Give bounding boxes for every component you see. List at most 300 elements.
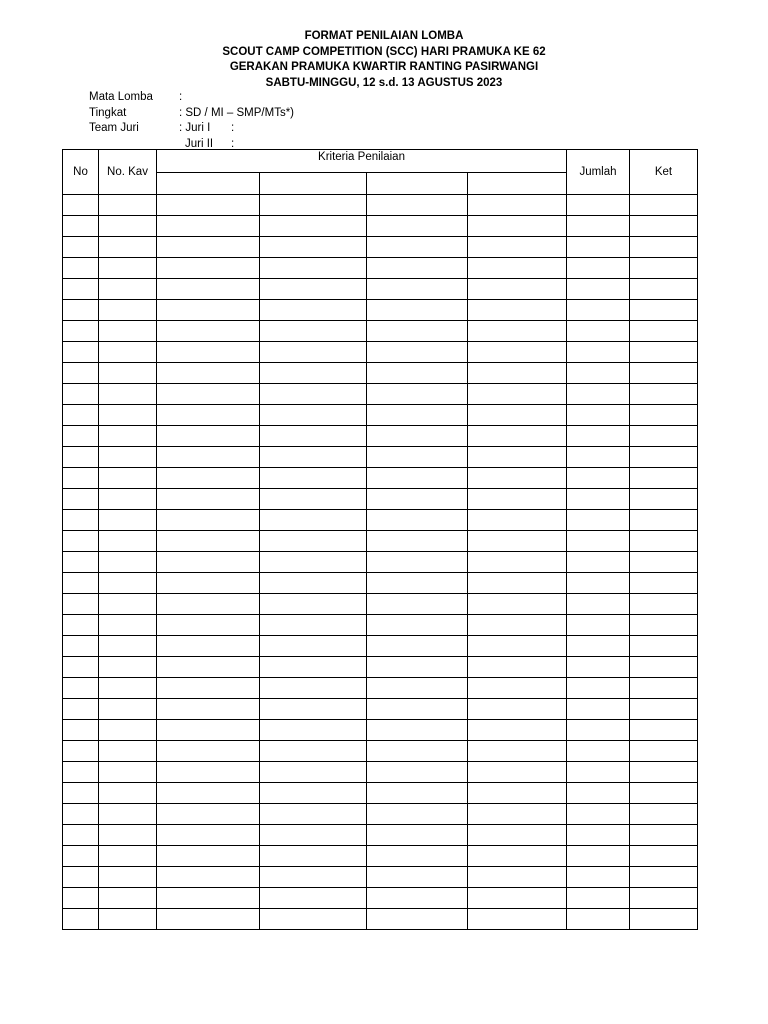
table-cell[interactable]: [367, 321, 468, 342]
table-cell[interactable]: [99, 321, 157, 342]
table-cell[interactable]: [367, 699, 468, 720]
table-cell[interactable]: [630, 825, 698, 846]
table-cell[interactable]: [63, 678, 99, 699]
table-cell[interactable]: [99, 825, 157, 846]
table-cell[interactable]: [468, 573, 567, 594]
table-cell[interactable]: [468, 867, 567, 888]
table-cell[interactable]: [468, 720, 567, 741]
table-cell[interactable]: [367, 300, 468, 321]
table-cell[interactable]: [630, 447, 698, 468]
table-cell[interactable]: [260, 594, 367, 615]
table-cell[interactable]: [157, 342, 260, 363]
table-cell[interactable]: [468, 447, 567, 468]
table-cell[interactable]: [468, 846, 567, 867]
table-cell[interactable]: [99, 804, 157, 825]
table-cell[interactable]: [468, 237, 567, 258]
table-cell[interactable]: [367, 804, 468, 825]
kriteria-sub-2[interactable]: [260, 173, 367, 195]
col-jumlah-header: Jumlah: [567, 150, 630, 195]
table-cell[interactable]: [468, 909, 567, 930]
table-cell[interactable]: [567, 867, 630, 888]
table-cell[interactable]: [468, 699, 567, 720]
table-cell[interactable]: [630, 615, 698, 636]
table-cell[interactable]: [468, 762, 567, 783]
table-cell[interactable]: [260, 510, 367, 531]
table-cell[interactable]: [63, 636, 99, 657]
table-cell[interactable]: [260, 657, 367, 678]
table-cell[interactable]: [367, 594, 468, 615]
table-cell[interactable]: [567, 573, 630, 594]
table-cell[interactable]: [367, 678, 468, 699]
table-cell[interactable]: [63, 426, 99, 447]
table-cell[interactable]: [260, 846, 367, 867]
table-cell[interactable]: [99, 342, 157, 363]
table-cell[interactable]: [99, 237, 157, 258]
table-cell[interactable]: [260, 258, 367, 279]
table-cell[interactable]: [99, 405, 157, 426]
table-cell[interactable]: [367, 825, 468, 846]
kriteria-sub-1[interactable]: [157, 173, 260, 195]
table-cell[interactable]: [367, 195, 468, 216]
table-cell[interactable]: [630, 552, 698, 573]
table-cell[interactable]: [63, 594, 99, 615]
table-cell[interactable]: [157, 825, 260, 846]
table-cell[interactable]: [63, 258, 99, 279]
table-cell[interactable]: [63, 846, 99, 867]
table-cell[interactable]: [157, 489, 260, 510]
table-cell[interactable]: [260, 300, 367, 321]
table-cell[interactable]: [260, 468, 367, 489]
table-cell[interactable]: [63, 510, 99, 531]
table-cell[interactable]: [63, 342, 99, 363]
table-cell[interactable]: [630, 720, 698, 741]
table-cell[interactable]: [567, 216, 630, 237]
table-cell[interactable]: [260, 741, 367, 762]
table-cell[interactable]: [260, 720, 367, 741]
table-cell[interactable]: [567, 426, 630, 447]
table-cell[interactable]: [157, 405, 260, 426]
table-cell[interactable]: [468, 825, 567, 846]
table-cell[interactable]: [157, 447, 260, 468]
table-cell[interactable]: [367, 615, 468, 636]
table-cell[interactable]: [99, 489, 157, 510]
table-cell[interactable]: [157, 783, 260, 804]
table-cell[interactable]: [260, 363, 367, 384]
table-cell[interactable]: [157, 363, 260, 384]
table-cell[interactable]: [157, 384, 260, 405]
table-cell[interactable]: [63, 447, 99, 468]
table-cell[interactable]: [630, 804, 698, 825]
table-cell[interactable]: [157, 615, 260, 636]
table-cell[interactable]: [567, 237, 630, 258]
table-cell[interactable]: [630, 300, 698, 321]
table-cell[interactable]: [468, 510, 567, 531]
kriteria-sub-4[interactable]: [468, 173, 567, 195]
table-cell[interactable]: [468, 321, 567, 342]
table-cell[interactable]: [468, 405, 567, 426]
table-cell[interactable]: [63, 468, 99, 489]
table-cell[interactable]: [468, 258, 567, 279]
table-cell[interactable]: [630, 342, 698, 363]
table-cell[interactable]: [63, 741, 99, 762]
juri1-value: :: [231, 122, 235, 134]
table-cell[interactable]: [99, 573, 157, 594]
table-cell[interactable]: [260, 888, 367, 909]
table-cell[interactable]: [468, 489, 567, 510]
table-cell[interactable]: [63, 720, 99, 741]
table-cell[interactable]: [157, 468, 260, 489]
table-cell[interactable]: [630, 426, 698, 447]
table-cell[interactable]: [63, 321, 99, 342]
table-cell[interactable]: [63, 489, 99, 510]
table-cell[interactable]: [99, 783, 157, 804]
table-cell[interactable]: [567, 699, 630, 720]
table-cell[interactable]: [260, 237, 367, 258]
table-cell[interactable]: [567, 468, 630, 489]
table-cell[interactable]: [468, 468, 567, 489]
table-cell[interactable]: [99, 720, 157, 741]
table-cell[interactable]: [468, 804, 567, 825]
table-cell[interactable]: [630, 909, 698, 930]
table-cell[interactable]: [630, 489, 698, 510]
table-cell[interactable]: [157, 636, 260, 657]
table-cell[interactable]: [260, 636, 367, 657]
table-cell[interactable]: [630, 573, 698, 594]
table-cell[interactable]: [157, 573, 260, 594]
table-cell[interactable]: [63, 363, 99, 384]
kriteria-sub-3[interactable]: [367, 173, 468, 195]
col-ket-header: Ket: [630, 150, 698, 195]
table-cell[interactable]: [367, 531, 468, 552]
table-cell[interactable]: [63, 384, 99, 405]
table-cell[interactable]: [63, 888, 99, 909]
table-cell[interactable]: [99, 447, 157, 468]
table-cell[interactable]: [567, 804, 630, 825]
table-cell[interactable]: [468, 216, 567, 237]
col-kriteria-header: Kriteria Penilaian: [157, 150, 567, 173]
table-cell[interactable]: [63, 783, 99, 804]
table-cell[interactable]: [630, 384, 698, 405]
table-cell[interactable]: [468, 552, 567, 573]
table-cell[interactable]: [567, 321, 630, 342]
table-cell[interactable]: [63, 825, 99, 846]
table-cell[interactable]: [630, 195, 698, 216]
table-cell[interactable]: [468, 363, 567, 384]
table-cell[interactable]: [367, 552, 468, 573]
table-cell[interactable]: [630, 678, 698, 699]
table-cell[interactable]: [630, 405, 698, 426]
table-cell[interactable]: [99, 846, 157, 867]
table-cell[interactable]: [367, 384, 468, 405]
table-cell[interactable]: [367, 405, 468, 426]
table-cell[interactable]: [367, 783, 468, 804]
table-cell[interactable]: [260, 447, 367, 468]
table-cell[interactable]: [260, 405, 367, 426]
table-cell[interactable]: [99, 909, 157, 930]
table-cell[interactable]: [99, 594, 157, 615]
table-cell[interactable]: [468, 783, 567, 804]
table-cell[interactable]: [630, 636, 698, 657]
table-row: [63, 909, 698, 930]
table-cell[interactable]: [367, 342, 468, 363]
table-cell[interactable]: [260, 762, 367, 783]
table-cell[interactable]: [157, 531, 260, 552]
table-row: [63, 867, 698, 888]
table-cell[interactable]: [567, 720, 630, 741]
table-cell[interactable]: [157, 258, 260, 279]
table-cell[interactable]: [99, 762, 157, 783]
table-cell[interactable]: [157, 552, 260, 573]
table-cell[interactable]: [630, 258, 698, 279]
table-cell[interactable]: [99, 888, 157, 909]
table-cell[interactable]: [157, 741, 260, 762]
juri2-label: Juri II: [185, 137, 214, 150]
table-row: [63, 321, 698, 342]
table-cell[interactable]: [157, 657, 260, 678]
table-cell[interactable]: [157, 216, 260, 237]
table-cell[interactable]: [630, 783, 698, 804]
table-cell[interactable]: [567, 279, 630, 300]
table-cell[interactable]: [468, 636, 567, 657]
table-cell[interactable]: [63, 762, 99, 783]
table-cell[interactable]: [567, 447, 630, 468]
table-cell[interactable]: [260, 426, 367, 447]
table-cell[interactable]: [99, 195, 157, 216]
table-cell[interactable]: [63, 699, 99, 720]
table-cell[interactable]: [99, 363, 157, 384]
table-cell[interactable]: [367, 216, 468, 237]
table-cell[interactable]: [468, 741, 567, 762]
table-cell[interactable]: [63, 615, 99, 636]
table-cell[interactable]: [260, 783, 367, 804]
table-cell[interactable]: [567, 384, 630, 405]
table-cell[interactable]: [567, 636, 630, 657]
table-cell[interactable]: [260, 804, 367, 825]
table-cell[interactable]: [99, 426, 157, 447]
table-cell[interactable]: [567, 489, 630, 510]
table-cell[interactable]: [367, 447, 468, 468]
table-cell[interactable]: [157, 846, 260, 867]
table-cell[interactable]: [367, 426, 468, 447]
table-cell[interactable]: [157, 195, 260, 216]
table-cell[interactable]: [260, 279, 367, 300]
table-cell[interactable]: [468, 300, 567, 321]
table-cell[interactable]: [157, 426, 260, 447]
table-row: [63, 216, 698, 237]
table-cell[interactable]: [99, 657, 157, 678]
table-cell[interactable]: [630, 657, 698, 678]
table-cell[interactable]: [567, 741, 630, 762]
table-cell[interactable]: [567, 510, 630, 531]
table-cell[interactable]: [157, 699, 260, 720]
table-cell[interactable]: [260, 321, 367, 342]
table-cell[interactable]: [567, 363, 630, 384]
table-cell[interactable]: [99, 510, 157, 531]
table-cell[interactable]: [567, 300, 630, 321]
table-cell[interactable]: [630, 594, 698, 615]
table-cell[interactable]: [157, 804, 260, 825]
table-cell[interactable]: [367, 468, 468, 489]
table-cell[interactable]: [468, 426, 567, 447]
table-cell[interactable]: [99, 384, 157, 405]
table-cell[interactable]: [63, 216, 99, 237]
table-cell[interactable]: [630, 531, 698, 552]
table-cell[interactable]: [567, 258, 630, 279]
table-cell[interactable]: [630, 846, 698, 867]
table-cell[interactable]: [367, 510, 468, 531]
table-cell[interactable]: [99, 216, 157, 237]
table-cell[interactable]: [63, 300, 99, 321]
table-cell[interactable]: [157, 279, 260, 300]
table-cell[interactable]: [157, 867, 260, 888]
table-cell[interactable]: [157, 909, 260, 930]
table-cell[interactable]: [63, 195, 99, 216]
table-cell[interactable]: [567, 615, 630, 636]
table-cell[interactable]: [260, 825, 367, 846]
table-cell[interactable]: [63, 657, 99, 678]
table-cell[interactable]: [367, 867, 468, 888]
table-cell[interactable]: [63, 405, 99, 426]
table-cell[interactable]: [367, 279, 468, 300]
table-cell[interactable]: [63, 573, 99, 594]
table-cell[interactable]: [367, 741, 468, 762]
table-cell[interactable]: [367, 909, 468, 930]
table-cell[interactable]: [367, 888, 468, 909]
table-cell[interactable]: [567, 888, 630, 909]
table-cell[interactable]: [567, 552, 630, 573]
table-cell[interactable]: [630, 510, 698, 531]
table-cell[interactable]: [468, 594, 567, 615]
table-cell[interactable]: [367, 573, 468, 594]
table-cell[interactable]: [99, 867, 157, 888]
table-cell[interactable]: [468, 531, 567, 552]
table-cell[interactable]: [157, 762, 260, 783]
table-cell[interactable]: [63, 279, 99, 300]
table-cell[interactable]: [567, 657, 630, 678]
table-cell[interactable]: [99, 699, 157, 720]
table-cell[interactable]: [99, 279, 157, 300]
table-cell[interactable]: [630, 699, 698, 720]
table-cell[interactable]: [63, 531, 99, 552]
table-cell[interactable]: [260, 909, 367, 930]
table-cell[interactable]: [468, 384, 567, 405]
table-cell[interactable]: [63, 552, 99, 573]
table-cell[interactable]: [630, 216, 698, 237]
table-cell[interactable]: [367, 237, 468, 258]
table-cell[interactable]: [63, 804, 99, 825]
table-cell[interactable]: [367, 363, 468, 384]
table-cell[interactable]: [630, 468, 698, 489]
mata-lomba-value: :: [179, 91, 183, 103]
table-cell[interactable]: [99, 258, 157, 279]
table-cell[interactable]: [567, 342, 630, 363]
table-cell[interactable]: [99, 636, 157, 657]
table-cell[interactable]: [567, 783, 630, 804]
table-cell[interactable]: [630, 321, 698, 342]
table-cell[interactable]: [567, 678, 630, 699]
table-cell[interactable]: [157, 300, 260, 321]
table-cell[interactable]: [260, 489, 367, 510]
table-cell[interactable]: [367, 657, 468, 678]
table-cell[interactable]: [63, 909, 99, 930]
table-cell[interactable]: [468, 657, 567, 678]
table-cell[interactable]: [367, 489, 468, 510]
table-cell[interactable]: [367, 636, 468, 657]
table-cell[interactable]: [157, 237, 260, 258]
table-cell[interactable]: [99, 741, 157, 762]
table-cell[interactable]: [99, 468, 157, 489]
table-cell[interactable]: [567, 405, 630, 426]
table-cell[interactable]: [260, 615, 367, 636]
table-cell[interactable]: [99, 678, 157, 699]
table-cell[interactable]: [567, 531, 630, 552]
table-cell[interactable]: [567, 825, 630, 846]
table-cell[interactable]: [468, 615, 567, 636]
table-cell[interactable]: [630, 762, 698, 783]
table-cell[interactable]: [260, 699, 367, 720]
table-cell[interactable]: [260, 342, 367, 363]
table-row: [63, 468, 698, 489]
table-cell[interactable]: [468, 342, 567, 363]
table-cell[interactable]: [99, 531, 157, 552]
table-cell[interactable]: [260, 195, 367, 216]
table-cell[interactable]: [630, 888, 698, 909]
table-cell[interactable]: [468, 888, 567, 909]
table-cell[interactable]: [367, 720, 468, 741]
table-cell[interactable]: [367, 258, 468, 279]
table-cell[interactable]: [630, 867, 698, 888]
table-cell[interactable]: [99, 552, 157, 573]
table-cell[interactable]: [260, 384, 367, 405]
table-cell[interactable]: [567, 195, 630, 216]
table-cell[interactable]: [567, 846, 630, 867]
table-cell[interactable]: [567, 594, 630, 615]
table-cell[interactable]: [260, 867, 367, 888]
table-cell[interactable]: [157, 510, 260, 531]
table-cell[interactable]: [63, 867, 99, 888]
table-cell[interactable]: [157, 888, 260, 909]
table-cell[interactable]: [468, 678, 567, 699]
table-cell[interactable]: [567, 762, 630, 783]
assessment-table: [62, 149, 698, 930]
table-cell[interactable]: [99, 300, 157, 321]
table-cell[interactable]: [157, 720, 260, 741]
table-cell[interactable]: [63, 237, 99, 258]
document-header: [0, 29, 768, 91]
table-cell[interactable]: [157, 321, 260, 342]
table-cell[interactable]: [630, 363, 698, 384]
table-cell[interactable]: [260, 552, 367, 573]
table-cell[interactable]: [567, 909, 630, 930]
tingkat-value: : SD / MI – SMP/MTs*): [179, 106, 295, 119]
table-cell[interactable]: [630, 741, 698, 762]
table-cell[interactable]: [260, 678, 367, 699]
table-cell[interactable]: [367, 846, 468, 867]
table-cell[interactable]: [157, 678, 260, 699]
table-cell[interactable]: [260, 216, 367, 237]
table-cell[interactable]: [157, 594, 260, 615]
table-cell[interactable]: [260, 531, 367, 552]
table-row: [63, 741, 698, 762]
table-cell[interactable]: [468, 279, 567, 300]
table-cell[interactable]: [367, 762, 468, 783]
col-kav-header: No. Kav: [99, 150, 157, 195]
table-cell[interactable]: [260, 573, 367, 594]
table-cell[interactable]: [468, 195, 567, 216]
table-cell[interactable]: [630, 279, 698, 300]
table-cell[interactable]: [99, 615, 157, 636]
table-cell[interactable]: [630, 237, 698, 258]
